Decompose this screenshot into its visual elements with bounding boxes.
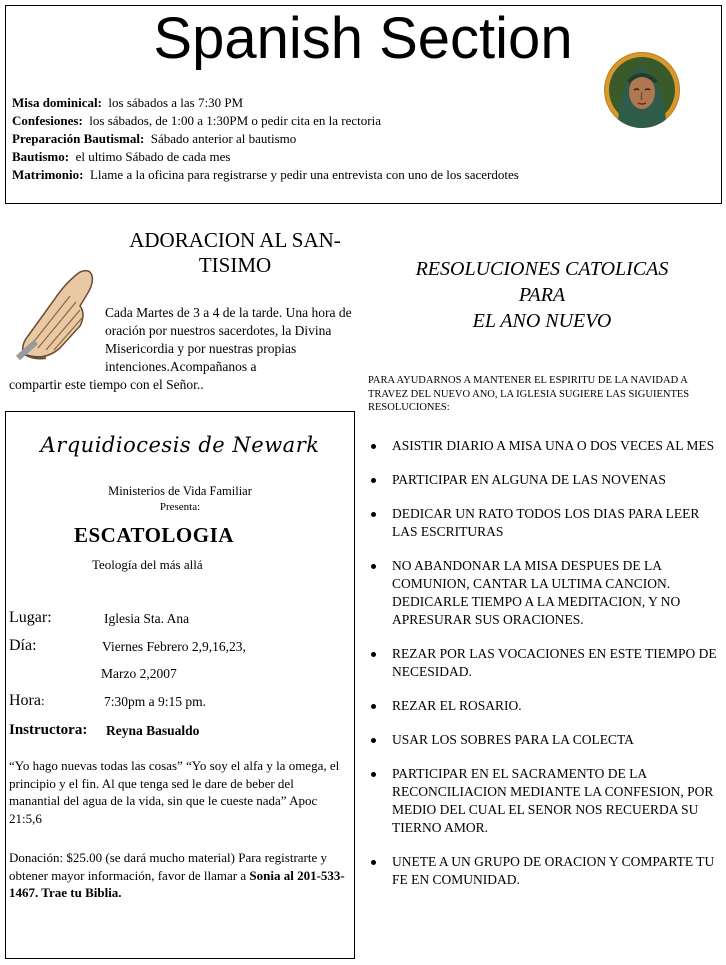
bullet-icon xyxy=(371,478,376,483)
adoracion-text: Cada Martes de 3 a 4 de la tarde. Una hora de oración por nuestros sacerdotes, la Divina Misericordia y por nuestras propias intenciones.Acompañanos a xyxy=(105,305,352,374)
list-item xyxy=(368,765,718,837)
list-item xyxy=(368,471,718,489)
list-item-text: NO ABANDONAR LA MISA DESPUES DE LA COMUNION, CANTAR LA ULTIMA CANCION. DEDICARLE TIEMPO A LA MEDITACION, Y NO APRESURAR SUS ORACIONES. xyxy=(392,558,681,627)
dia-value: Viernes Febrero 2,9,16,23, xyxy=(102,639,246,654)
list-item xyxy=(368,853,718,889)
bullet-icon xyxy=(371,512,376,517)
event-subtitle: Teología del más allá xyxy=(92,557,203,572)
resoluciones-title-line: PARA xyxy=(518,284,566,306)
hora-label: Hora: xyxy=(9,692,45,709)
donacion-contact: Sonia al 201-533-1467. Trae tu Biblia. xyxy=(9,867,345,900)
bullet-icon xyxy=(371,860,376,865)
schedule-label: Confesiones: xyxy=(12,113,83,128)
hora-value: 7:30pm a 9:15 pm. xyxy=(104,694,206,709)
page-title: Spanish Section xyxy=(153,6,573,71)
lugar-label: Lugar: xyxy=(9,609,52,626)
list-item-text: DEDICAR UN RATO TODOS LOS DIAS PARA LEER LAS ESCRITURAS xyxy=(392,506,700,539)
list-item-text: PARTICIPAR EN EL SACRAMENTO DE LA RECONCILIACION MEDIANTE LA CONFESION, POR MEDIO DEL CUAL EL SENOR NOS RECUERDA SU TIERNO AMOR. xyxy=(392,766,714,835)
bullet-icon xyxy=(371,564,376,569)
bullet-icon xyxy=(371,704,376,709)
dia-label: Día: xyxy=(9,637,37,654)
instructora-value: Reyna Basualdo xyxy=(106,723,200,738)
resoluciones-title-line: EL ANO NUEVO xyxy=(472,310,612,332)
list-item xyxy=(368,557,718,629)
resoluciones-title xyxy=(366,256,718,334)
newark-ministerios: Ministerios de Vida Familiar xyxy=(108,484,252,498)
list-item xyxy=(368,645,718,681)
resoluciones-list xyxy=(368,437,718,905)
adoracion-title-line: ADORACION AL SAN- xyxy=(129,228,341,252)
bible-quote: “Yo hago nuevas todas las cosas” “Yo soy el alfa y la omega, el principio y el fin. Al que tenga sed le dare de beber del manantial del agua de la vida, sin que le cueste nada” Apoc 21:5,6 xyxy=(9,758,340,826)
schedule-text: los sábados a las 7:30 PM xyxy=(101,95,244,110)
donacion-body: Donación: $25.00 (se dará mucho material) Para registrarte y obtener mayor información, favor de llamar a xyxy=(9,850,328,883)
adoracion-title xyxy=(70,228,400,278)
list-item-text: PARTICIPAR EN ALGUNA DE LAS NOVENAS xyxy=(392,472,666,487)
newark-title: Arquidiocesis de Newark xyxy=(40,433,320,457)
list-item xyxy=(368,731,718,749)
list-item-text: USAR LOS SOBRES PARA LA COLECTA xyxy=(392,732,634,747)
list-item-text: ASISTIR DIARIO A MISA UNA O DOS VECES AL MES xyxy=(392,438,715,453)
newark-presenta: Presenta: xyxy=(159,501,201,513)
list-item-text: UNETE A UN GRUPO DE ORACION Y COMPARTE TU FE EN COMUNIDAD. xyxy=(392,854,715,887)
schedule-row-bautismo xyxy=(12,148,652,166)
list-item xyxy=(368,505,718,541)
donacion-text xyxy=(9,849,347,902)
hora-label-text: Hora xyxy=(9,692,41,709)
schedule-text: Sábado anterior al bautismo xyxy=(144,131,297,146)
list-item-text: REZAR POR LAS VOCACIONES EN ESTE TIEMPO DE NECESIDAD. xyxy=(392,646,717,679)
schedule-label: Misa dominical: xyxy=(12,95,102,110)
bullet-icon xyxy=(371,772,376,777)
instructora-label: Instructora: xyxy=(9,722,88,738)
resoluciones-title-line: RESOLUCIONES CATOLICAS xyxy=(415,258,669,280)
list-item xyxy=(368,437,718,455)
schedule-text: el ultimo Sábado de cada mes xyxy=(69,149,231,164)
adoracion-title-line: TISIMO xyxy=(198,253,272,277)
schedule-text: Llame a la oficina para registrarse y pedir una entrevista con uno de los sacerdotes xyxy=(83,167,519,182)
schedule-label: Matrimonio: xyxy=(12,167,84,182)
lugar-value: Iglesia Sta. Ana xyxy=(104,611,190,626)
adoracion-text-continued: compartir este tiempo con el Señor.. xyxy=(9,377,204,392)
schedule-row-misa xyxy=(12,94,652,112)
bullet-icon xyxy=(371,652,376,657)
schedule-row-matrimonio xyxy=(12,166,652,184)
schedule-list xyxy=(12,94,652,184)
schedule-row-preparacion xyxy=(12,130,652,148)
virgin-mary-image xyxy=(604,52,680,128)
event-title: ESCATOLOGIA xyxy=(74,523,234,547)
bullet-icon xyxy=(371,738,376,743)
schedule-row-confesiones xyxy=(12,112,652,130)
schedule-label: Bautismo: xyxy=(12,149,70,164)
list-item xyxy=(368,697,718,715)
dia-value-continued: Marzo 2,2007 xyxy=(101,666,177,681)
praying-hands-icon xyxy=(14,266,106,362)
bullet-icon xyxy=(371,444,376,449)
schedule-text: los sábados, de 1:00 a 1:30PM o pedir cita en la rectoria xyxy=(82,113,381,128)
list-item-text: REZAR EL ROSARIO. xyxy=(392,698,522,713)
resoluciones-intro: PARA AYUDARNOS A MANTENER EL ESPIRITU DE LA NAVIDAD A TRAVEZ DEL NUEVO ANO, LA IGLESIA SUGIERE LAS SIGUIENTES RESOLUCIONES: xyxy=(368,375,690,413)
schedule-label: Preparación Bautismal: xyxy=(12,131,145,146)
